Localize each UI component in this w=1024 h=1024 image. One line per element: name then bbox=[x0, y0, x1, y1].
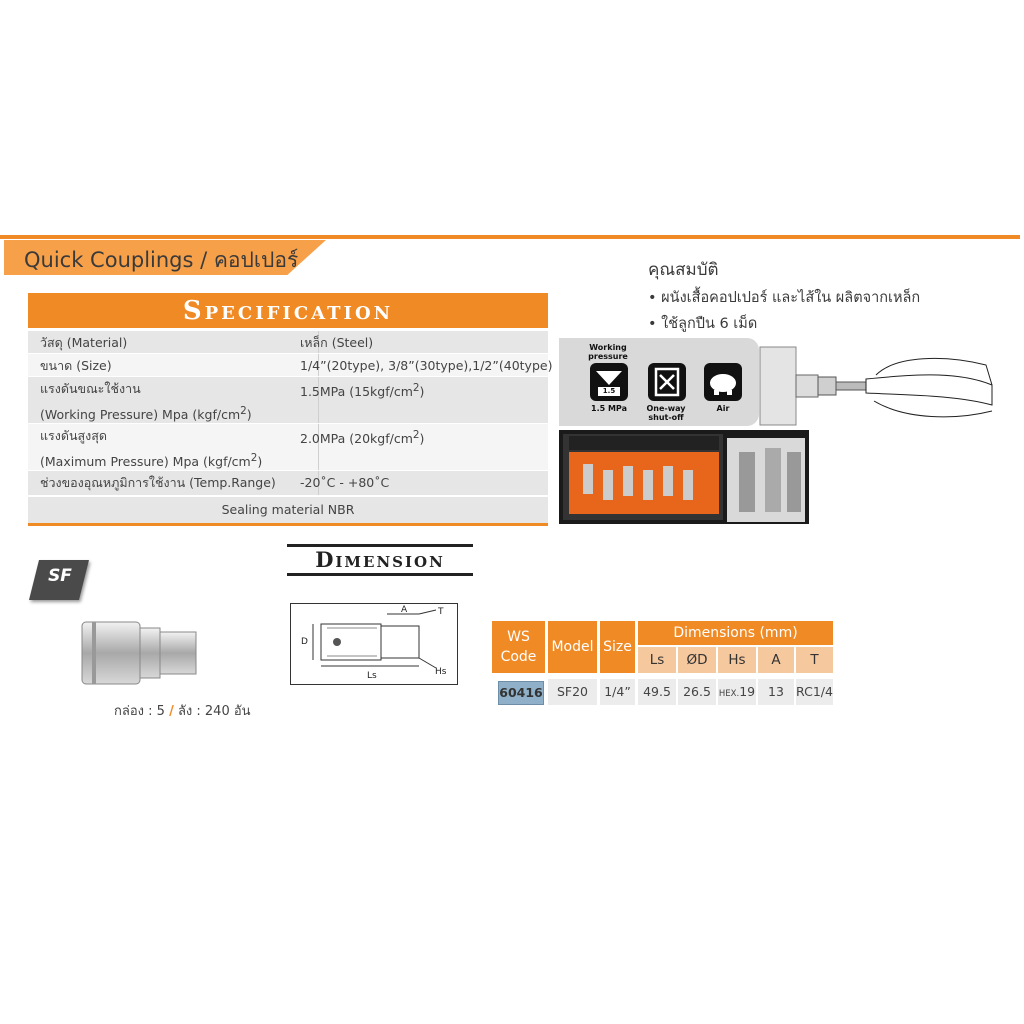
table-subheader: Hs bbox=[718, 647, 756, 673]
spec-label: วัสดุ (Material) bbox=[40, 335, 128, 350]
dimension-drawing bbox=[290, 603, 458, 685]
header-rule bbox=[0, 235, 1020, 239]
table-cell-a: 13 bbox=[758, 679, 794, 705]
dim-label-hs: Hs bbox=[435, 667, 447, 677]
page-title: Quick Couplings / คอปเปอร์ bbox=[24, 248, 299, 272]
icon-label: shut-off bbox=[648, 413, 684, 422]
spec-row-material bbox=[28, 331, 548, 353]
table-cell-hs: HEX.19 bbox=[718, 679, 756, 705]
icon-label: Air bbox=[716, 404, 730, 413]
coupler-usage-illustration bbox=[756, 345, 996, 435]
table-subheader: Ls bbox=[638, 647, 676, 673]
spec-label: ขนาด (Size) bbox=[40, 358, 112, 373]
spec-value: 1.5MPa $(15kgf/cm^2)$ bbox=[300, 382, 425, 400]
spec-row-temp bbox=[28, 471, 548, 495]
spec-value: -20˚C - +80˚C bbox=[300, 475, 390, 490]
table-cell-od: 26.5 bbox=[678, 679, 716, 705]
table-cell-model: SF20 bbox=[548, 679, 597, 705]
dim-label-ls: Ls bbox=[367, 671, 377, 681]
spec-label-th: แรงดันขณะใช้งาน bbox=[40, 381, 141, 396]
spec-label-en: (Maximum Pressure) Mpa $(kgf/cm^2)$ bbox=[40, 452, 263, 470]
table-subheader: ØD bbox=[678, 647, 716, 673]
dim-label-a: A bbox=[401, 605, 408, 615]
spec-label-en: (Working Pressure) Mpa $(kgf/cm^2)$ bbox=[40, 405, 252, 423]
table-header-ws-code: WS Code bbox=[492, 621, 545, 673]
icon-label: 1.5 MPa bbox=[591, 404, 627, 413]
spec-row-working-pressure bbox=[28, 377, 548, 423]
spec-label: ช่วงของอุณหภูมิการใช้งาน (Temp.Range) bbox=[40, 475, 276, 490]
spec-label-th: แรงดันสูงสุด bbox=[40, 428, 108, 443]
coupler-product-image bbox=[80, 618, 200, 688]
table-header-size: Size bbox=[600, 621, 635, 673]
spec-title: Specification bbox=[182, 296, 394, 326]
product-box-photo bbox=[559, 430, 809, 524]
table-header-model: Model bbox=[548, 621, 597, 673]
icon-label: One-way bbox=[646, 404, 686, 413]
shutoff-valve-icon bbox=[648, 363, 686, 401]
feature-item: • ผนังเสื้อคอปเปอร์ และไส้ใน ผลิตจากเหล็ก bbox=[648, 290, 921, 306]
table-subheader: A bbox=[758, 647, 794, 673]
table-header-dimensions: Dimensions (mm) bbox=[638, 621, 833, 645]
table-cell-size: 1/4” bbox=[600, 679, 635, 705]
pressure-value: 1.5 bbox=[602, 387, 616, 395]
model-badge-label: SF bbox=[48, 566, 72, 586]
spec-row-size bbox=[28, 354, 553, 376]
air-compressor-icon bbox=[704, 363, 742, 401]
spec-row-max-pressure bbox=[28, 424, 548, 470]
icon-label: Working pressure bbox=[588, 343, 628, 361]
table-cell-ws-code: 60416 bbox=[498, 681, 544, 705]
table-subheader: T bbox=[796, 647, 833, 673]
spec-value: 1/4”(20type), 3/8”(30type),1/2”(40type) bbox=[300, 358, 553, 373]
dimension-title: Dimension bbox=[287, 544, 473, 576]
dim-label-t: T bbox=[438, 607, 444, 617]
spec-footer-text: Sealing material NBR bbox=[221, 502, 355, 517]
features-title: คุณสมบัติ bbox=[648, 260, 719, 280]
spec-value: เหล็ก (Steel) bbox=[300, 335, 374, 350]
pressure-gauge-icon bbox=[590, 363, 628, 401]
table-cell-t: RC1/4 bbox=[796, 679, 833, 705]
feature-item: • ใช้ลูกปืน 6 เม็ด bbox=[648, 316, 758, 332]
dim-label-d: D bbox=[301, 637, 308, 647]
table-cell-ls: 49.5 bbox=[638, 679, 676, 705]
spec-value: 2.0MPa $(20kgf/cm^2)$ bbox=[300, 429, 425, 447]
packing-info: กล่อง : 5 / ลัง : 240 อัน bbox=[114, 704, 251, 719]
